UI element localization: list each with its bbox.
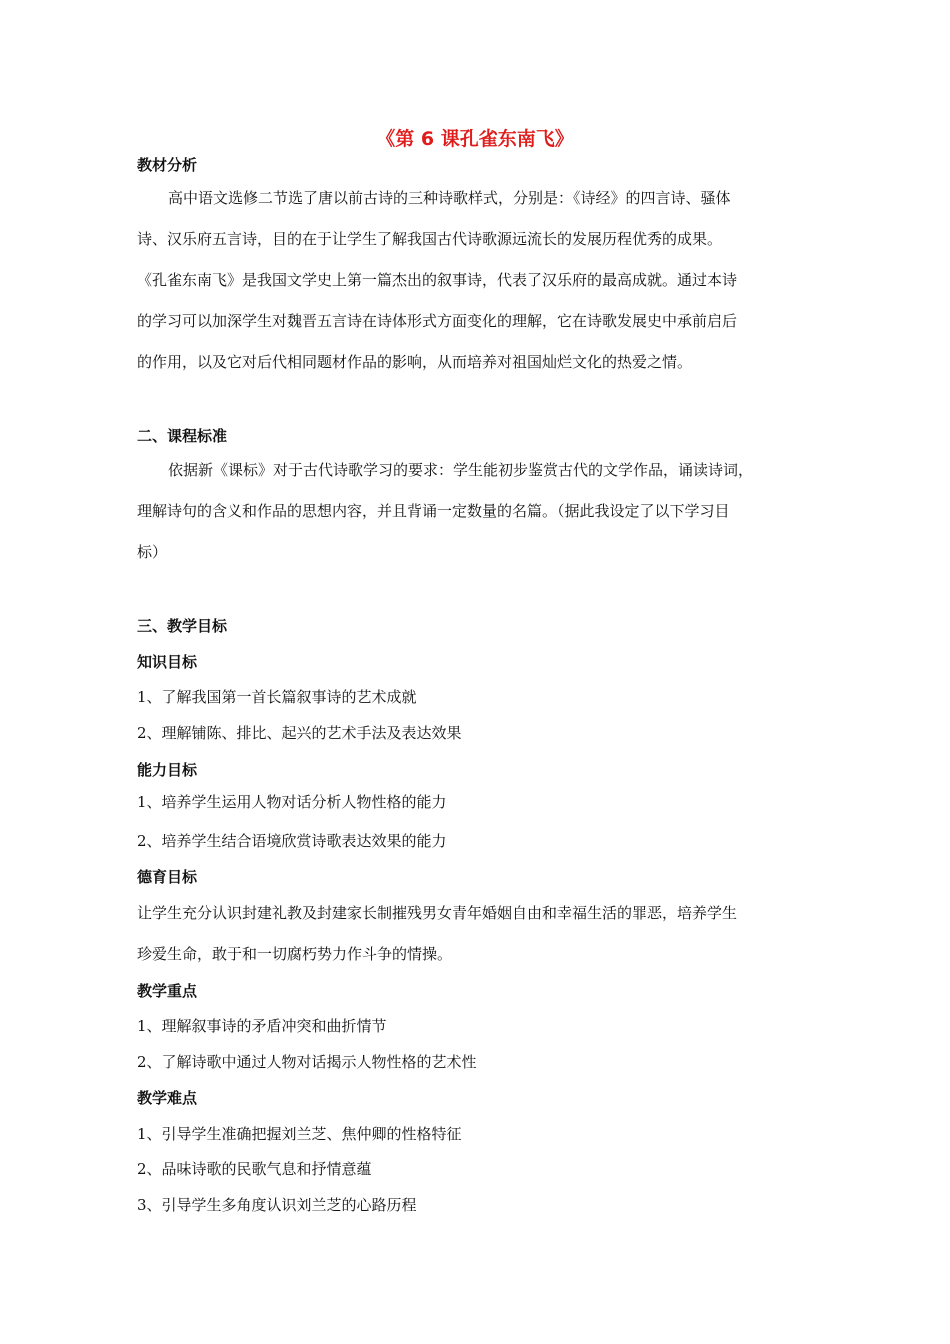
heading-standard: 二、课程标准 <box>137 427 228 445</box>
list-item: 1、培养学生运用人物对话分析人物性格的能力 <box>137 793 447 811</box>
paragraph-line: 依据新《课标》对于古代诗歌学习的要求：学生能初步鉴赏古代的文学作品，诵读诗词， <box>168 461 754 479</box>
heading-knowledge: 知识目标 <box>137 653 198 671</box>
paragraph-line: 让学生充分认识封建礼教及封建家长制摧残男女青年婚姻自由和幸福生活的罪恶，培养学生 <box>137 904 738 922</box>
paragraph-line: 标） <box>137 543 168 561</box>
paragraph-line: 《孔雀东南飞》是我国文学史上第一篇杰出的叙事诗，代表了汉乐府的最高成就。通过本诗 <box>137 271 738 289</box>
list-item: 2、品味诗歌的民歌气息和抒情意蕴 <box>137 1160 372 1178</box>
heading-ability: 能力目标 <box>137 761 198 779</box>
list-item: 2、培养学生结合语境欣赏诗歌表达效果的能力 <box>137 832 447 850</box>
list-item: 1、理解叙事诗的矛盾冲突和曲折情节 <box>137 1017 387 1035</box>
list-item: 1、引导学生准确把握刘兰芝、焦仲卿的性格特征 <box>137 1125 462 1143</box>
heading-analysis: 教材分析 <box>137 156 198 174</box>
heading-goals: 三、教学目标 <box>137 617 228 635</box>
list-item: 2、了解诗歌中通过人物对话揭示人物性格的艺术性 <box>137 1053 477 1071</box>
paragraph-line: 理解诗句的含义和作品的思想内容，并且背诵一定数量的名篇。（据此我设定了以下学习目 <box>137 502 730 520</box>
heading-moral: 德育目标 <box>137 868 198 886</box>
list-item: 1、了解我国第一首长篇叙事诗的艺术成就 <box>137 688 417 706</box>
paragraph-line: 诗、汉乐府五言诗，目的在于让学生了解我国古代诗歌源远流长的发展历程优秀的成果。 <box>137 230 723 248</box>
paragraph-line: 珍爱生命，敢于和一切腐朽势力作斗争的情操。 <box>137 945 453 963</box>
paragraph-line: 的作用，以及它对后代相同题材作品的影响，从而培养对祖国灿烂文化的热爱之情。 <box>137 353 693 371</box>
heading-difficulties: 教学难点 <box>137 1089 198 1107</box>
page-title: 《第 6 课孔雀东南飞》 <box>376 128 574 150</box>
paragraph-line: 高中语文选修二节选了唐以前古诗的三种诗歌样式，分别是：《诗经》的四言诗、骚体 <box>168 189 731 207</box>
list-item: 3、引导学生多角度认识刘兰芝的心路历程 <box>137 1196 417 1214</box>
list-item: 2、理解铺陈、排比、起兴的艺术手法及表达效果 <box>137 724 462 742</box>
heading-key-points: 教学重点 <box>137 982 198 1000</box>
paragraph-line: 的学习可以加深学生对魏晋五言诗在诗体形式方面变化的理解，它在诗歌发展史中承前启后 <box>137 312 738 330</box>
